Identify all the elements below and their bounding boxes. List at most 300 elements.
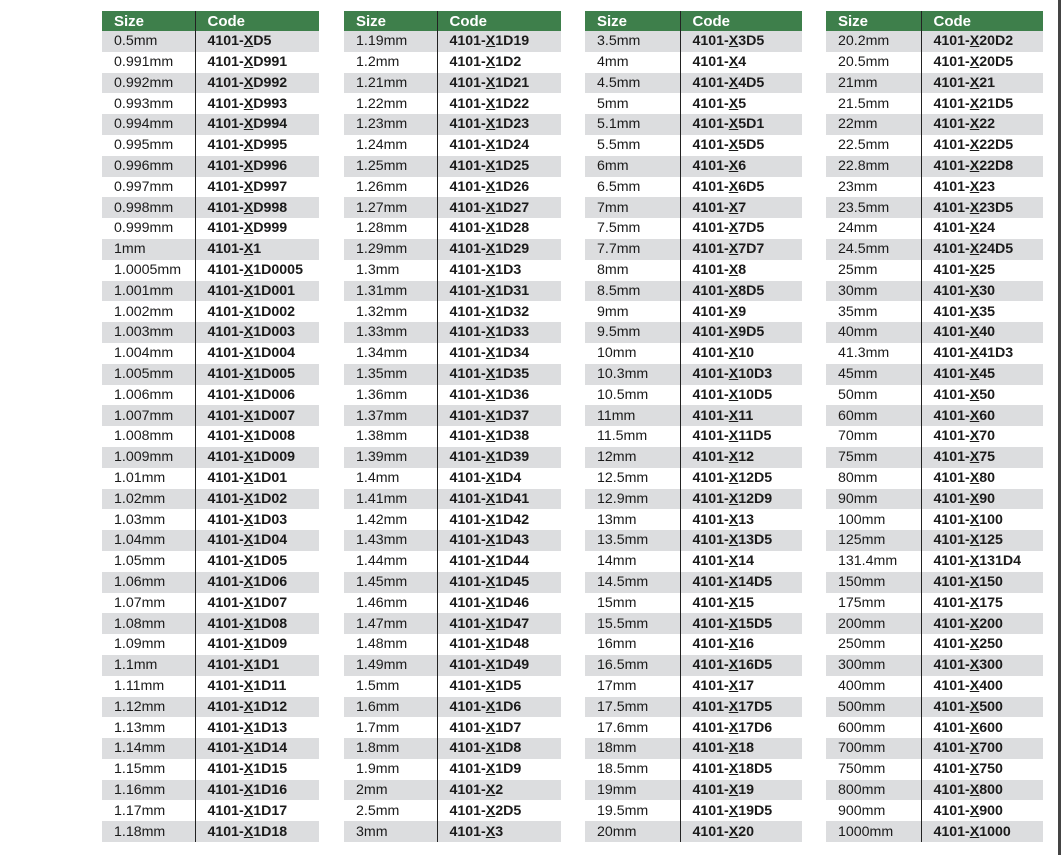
code-prefix: 4101-: [692, 137, 729, 154]
code-x: X: [728, 54, 739, 71]
code-x: X: [728, 407, 739, 424]
size-cell: 0.995mm: [102, 135, 195, 156]
code-cell: [680, 114, 802, 135]
code-suffix: 900: [979, 802, 1003, 819]
code-cell: [195, 489, 319, 510]
table-row: [826, 385, 1043, 406]
code-x: X: [243, 158, 254, 175]
size-cell: 900mm: [826, 800, 921, 821]
code-cell: [680, 780, 802, 801]
table-row: [826, 800, 1043, 821]
table-row: [826, 717, 1043, 738]
code-prefix: 4101-: [933, 303, 970, 320]
code-cell: [195, 281, 319, 302]
code-suffix: 1D2: [495, 54, 522, 71]
code-suffix: 1D33: [495, 324, 530, 341]
code-x: X: [728, 303, 739, 320]
code-prefix: 4101-: [449, 594, 486, 611]
table-row: [102, 156, 319, 177]
size-cell: 20.2mm: [826, 31, 921, 52]
code-cell: [195, 676, 319, 697]
code-cell: [680, 218, 802, 239]
code-suffix: 250: [979, 636, 1003, 653]
code-x: X: [728, 574, 739, 591]
code-cell: [921, 821, 1043, 842]
table-row: [102, 655, 319, 676]
code-suffix: 1D26: [495, 178, 530, 195]
code-cell: [437, 447, 561, 468]
code-cell: [680, 509, 802, 530]
code-prefix: 4101-: [207, 490, 244, 507]
code-x: X: [728, 490, 739, 507]
code-x: X: [485, 532, 496, 549]
size-cell: 175mm: [826, 593, 921, 614]
table-row: [102, 364, 319, 385]
code-cell: [680, 343, 802, 364]
code-prefix: 4101-: [207, 740, 244, 757]
code-x: X: [728, 470, 739, 487]
code-cell: [437, 509, 561, 530]
table-row: [826, 301, 1043, 322]
code-cell: [195, 322, 319, 343]
code-x: X: [243, 262, 254, 279]
size-cell: 40mm: [826, 322, 921, 343]
table-row: [585, 697, 802, 718]
code-prefix: 4101-: [207, 532, 244, 549]
table-row: [102, 301, 319, 322]
code-cell: [437, 385, 561, 406]
table-row: [585, 738, 802, 759]
code-suffix: 1D04: [253, 532, 288, 549]
code-x: X: [969, 719, 980, 736]
code-prefix: 4101-: [933, 366, 970, 383]
code-cell: [437, 759, 561, 780]
code-suffix: 1D7: [495, 719, 522, 736]
code-suffix: 17D6: [738, 719, 773, 736]
code-prefix: 4101-: [449, 553, 486, 570]
code-x: X: [243, 282, 254, 299]
size-cell: 19mm: [585, 780, 680, 801]
code-cell: [921, 343, 1043, 364]
code-x: X: [969, 74, 980, 91]
code-suffix: 1D007: [253, 407, 296, 424]
code-x: X: [485, 490, 496, 507]
code-prefix: 4101-: [692, 303, 729, 320]
table-row: [585, 364, 802, 385]
table-row: [344, 135, 561, 156]
size-cell: 1.004mm: [102, 343, 195, 364]
code-cell: [195, 93, 319, 114]
code-cell: [195, 114, 319, 135]
code-suffix: 6D5: [738, 178, 765, 195]
code-x: X: [243, 553, 254, 570]
code-prefix: 4101-: [449, 366, 486, 383]
code-cell: [680, 800, 802, 821]
code-suffix: 12D9: [738, 490, 773, 507]
code-x: X: [969, 158, 980, 175]
code-cell: [437, 281, 561, 302]
size-cell: 0.991mm: [102, 52, 195, 73]
code-suffix: 40: [979, 324, 996, 341]
code-x: X: [969, 116, 980, 133]
code-cell: [195, 447, 319, 468]
code-suffix: D991: [253, 54, 288, 71]
code-x: X: [969, 303, 980, 320]
table-row: [344, 759, 561, 780]
code-cell: [437, 322, 561, 343]
code-cell: [680, 717, 802, 738]
size-cell: 1.25mm: [344, 156, 437, 177]
code-x: X: [969, 657, 980, 674]
code-suffix: 35: [979, 303, 996, 320]
code-x: X: [969, 137, 980, 154]
size-cell: 1.7mm: [344, 717, 437, 738]
code-suffix: 500: [979, 698, 1003, 715]
table-row: [826, 655, 1043, 676]
size-cell: 1.13mm: [102, 717, 195, 738]
size-cell: 1.48mm: [344, 634, 437, 655]
table-row: [585, 135, 802, 156]
code-cell: [195, 551, 319, 572]
code-x: X: [243, 615, 254, 632]
code-cell: [680, 260, 802, 281]
size-cell: 1.29mm: [344, 239, 437, 260]
table-row: [826, 114, 1043, 135]
table-row: [585, 489, 802, 510]
code-cell: [680, 593, 802, 614]
code-suffix: 1D49: [495, 657, 530, 674]
code-x: X: [243, 470, 254, 487]
size-cell: 131.4mm: [826, 551, 921, 572]
code-suffix: 1D05: [253, 553, 288, 570]
code-x: X: [728, 262, 739, 279]
code-cell: [680, 31, 802, 52]
code-suffix: 750: [979, 761, 1003, 778]
code-suffix: 1D09: [253, 636, 288, 653]
table-row: [585, 93, 802, 114]
size-cell: 9.5mm: [585, 322, 680, 343]
header-row: [344, 11, 561, 31]
code-prefix: 4101-: [449, 740, 486, 757]
code-cell: [921, 676, 1043, 697]
code-cell: [680, 821, 802, 842]
code-prefix: 4101-: [207, 698, 244, 715]
code-prefix: 4101-: [449, 574, 486, 591]
code-cell: [921, 447, 1043, 468]
code-suffix: 7D7: [738, 241, 765, 258]
code-cell: [680, 322, 802, 343]
size-cell: 1.007mm: [102, 405, 195, 426]
code-suffix: 8D5: [738, 282, 765, 299]
code-suffix: D999: [253, 220, 288, 237]
code-prefix: 4101-: [933, 636, 970, 653]
code-prefix: 4101-: [449, 407, 486, 424]
code-prefix: 4101-: [449, 137, 486, 154]
code-x: X: [969, 594, 980, 611]
code-x: X: [969, 345, 980, 362]
code-x: X: [243, 116, 254, 133]
size-cell: 16mm: [585, 634, 680, 655]
code-suffix: 15: [738, 594, 755, 611]
code-cell: [437, 426, 561, 447]
code-prefix: 4101-: [692, 574, 729, 591]
size-cell: 1.0005mm: [102, 260, 195, 281]
code-suffix: 175: [979, 594, 1003, 611]
code-cell: [437, 676, 561, 697]
code-prefix: 4101-: [449, 532, 486, 549]
code-x: X: [243, 449, 254, 466]
code-x: X: [485, 74, 496, 91]
table-row: [585, 780, 802, 801]
code-suffix: 24: [979, 220, 996, 237]
table-row: [102, 114, 319, 135]
table-row: [344, 634, 561, 655]
code-prefix: 4101-: [692, 345, 729, 362]
code-cell: [921, 759, 1043, 780]
code-x: X: [969, 740, 980, 757]
table-row: [585, 551, 802, 572]
code-suffix: 6: [738, 158, 747, 175]
table-row: [826, 52, 1043, 73]
code-header: Code: [195, 11, 319, 31]
code-prefix: 4101-: [207, 574, 244, 591]
table-row: [826, 239, 1043, 260]
code-cell: [437, 697, 561, 718]
code-prefix: 4101-: [692, 698, 729, 715]
code-x: X: [485, 241, 496, 258]
code-suffix: 1D23: [495, 116, 530, 133]
code-suffix: 1D32: [495, 303, 530, 320]
size-cell: 1.35mm: [344, 364, 437, 385]
code-x: X: [969, 574, 980, 591]
code-prefix: 4101-: [449, 282, 486, 299]
code-suffix: 17D5: [738, 698, 773, 715]
code-prefix: 4101-: [933, 511, 970, 528]
code-suffix: 1D22: [495, 95, 530, 112]
code-prefix: 4101-: [692, 324, 729, 341]
code-suffix: D995: [253, 137, 288, 154]
size-cell: 1.008mm: [102, 426, 195, 447]
size-cell: 1.07mm: [102, 593, 195, 614]
size-cell: 400mm: [826, 676, 921, 697]
code-x: X: [728, 199, 739, 216]
code-cell: [195, 593, 319, 614]
code-prefix: 4101-: [933, 199, 970, 216]
code-cell: [195, 197, 319, 218]
code-cell: [437, 613, 561, 634]
code-cell: [680, 156, 802, 177]
code-x: X: [969, 199, 980, 216]
code-x: X: [243, 345, 254, 362]
table-row: [826, 509, 1043, 530]
table-row: [344, 73, 561, 94]
code-cell: [921, 780, 1043, 801]
code-suffix: 1D3: [495, 262, 522, 279]
table-row: [585, 322, 802, 343]
code-x: X: [485, 178, 496, 195]
code-x: X: [969, 366, 980, 383]
code-header: Code: [437, 11, 561, 31]
code-suffix: 4D5: [738, 74, 765, 91]
code-prefix: 4101-: [692, 719, 729, 736]
code-prefix: 4101-: [449, 761, 486, 778]
size-cell: 1.28mm: [344, 218, 437, 239]
table-row: [585, 821, 802, 842]
size-cell: 15.5mm: [585, 613, 680, 634]
code-x: X: [485, 449, 496, 466]
code-prefix: 4101-: [692, 490, 729, 507]
code-cell: [437, 73, 561, 94]
code-prefix: 4101-: [449, 95, 486, 112]
code-x: X: [243, 33, 254, 50]
code-cell: [680, 738, 802, 759]
code-cell: [680, 364, 802, 385]
code-cell: [680, 385, 802, 406]
code-x: X: [243, 574, 254, 591]
code-prefix: 4101-: [692, 802, 729, 819]
size-cell: 200mm: [826, 613, 921, 634]
code-prefix: 4101-: [933, 574, 970, 591]
code-prefix: 4101-: [692, 386, 729, 403]
code-cell: [437, 260, 561, 281]
table-row: [344, 31, 561, 52]
code-cell: [195, 821, 319, 842]
code-suffix: D994: [253, 116, 288, 133]
size-cell: 1.32mm: [344, 301, 437, 322]
code-suffix: 700: [979, 740, 1003, 757]
code-x: X: [969, 449, 980, 466]
table-row: [826, 405, 1043, 426]
code-cell: [195, 260, 319, 281]
size-cell: 1.15mm: [102, 759, 195, 780]
size-cell: 1.38mm: [344, 426, 437, 447]
code-suffix: 1D005: [253, 366, 296, 383]
size-cell: 23mm: [826, 177, 921, 198]
code-suffix: 10: [738, 345, 755, 362]
code-prefix: 4101-: [449, 636, 486, 653]
code-x: X: [243, 386, 254, 403]
size-code-table-2: [344, 11, 561, 842]
table-row: [102, 281, 319, 302]
table-row: [826, 197, 1043, 218]
table-row: [585, 114, 802, 135]
code-prefix: 4101-: [449, 678, 486, 694]
code-cell: [921, 800, 1043, 821]
table-row: [344, 322, 561, 343]
code-x: X: [969, 324, 980, 341]
header-row: [585, 11, 802, 31]
size-cell: 5.5mm: [585, 135, 680, 156]
code-suffix: 1D42: [495, 511, 530, 528]
size-header: Size: [102, 11, 195, 31]
code-cell: [921, 551, 1043, 572]
code-x: X: [243, 511, 254, 528]
code-suffix: 1D29: [495, 241, 530, 258]
size-cell: 8.5mm: [585, 281, 680, 302]
table-row: [344, 738, 561, 759]
size-cell: 1.002mm: [102, 301, 195, 322]
table-row: [585, 613, 802, 634]
code-cell: [921, 177, 1043, 198]
code-suffix: 1000: [979, 823, 1011, 840]
size-cell: 11mm: [585, 405, 680, 426]
code-prefix: 4101-: [933, 137, 970, 154]
code-suffix: D998: [253, 199, 288, 216]
table-row: [826, 31, 1043, 52]
code-prefix: 4101-: [933, 428, 970, 445]
code-x: X: [243, 54, 254, 71]
size-cell: 700mm: [826, 738, 921, 759]
code-prefix: 4101-: [449, 449, 486, 466]
code-prefix: 4101-: [207, 407, 244, 424]
size-cell: 50mm: [826, 385, 921, 406]
code-x: X: [243, 178, 254, 195]
code-x: X: [485, 137, 496, 154]
code-x: X: [728, 428, 739, 445]
code-suffix: 1D17: [253, 802, 288, 819]
code-cell: [921, 613, 1043, 634]
code-prefix: 4101-: [449, 303, 486, 320]
code-prefix: 4101-: [207, 594, 244, 611]
table-row: [102, 405, 319, 426]
size-cell: 1.05mm: [102, 551, 195, 572]
code-suffix: 1D15: [253, 761, 288, 778]
code-x: X: [969, 33, 980, 50]
table-row: [826, 364, 1043, 385]
size-cell: 4mm: [585, 52, 680, 73]
header-row: [102, 11, 319, 31]
code-cell: [437, 114, 561, 135]
code-x: X: [485, 511, 496, 528]
code-suffix: 1D39: [495, 449, 530, 466]
code-prefix: 4101-: [933, 282, 970, 299]
code-prefix: 4101-: [692, 470, 729, 487]
code-suffix: 1D4: [495, 470, 522, 487]
code-x: X: [485, 54, 496, 71]
code-prefix: 4101-: [207, 282, 244, 299]
size-code-table-1: [102, 11, 319, 842]
table-row: [826, 177, 1043, 198]
table-row: [102, 322, 319, 343]
code-suffix: 1D43: [495, 532, 530, 549]
code-prefix: 4101-: [207, 95, 244, 112]
table-row: [585, 197, 802, 218]
code-suffix: 7: [738, 199, 747, 216]
code-suffix: 1D07: [253, 594, 288, 611]
code-prefix: 4101-: [449, 470, 486, 487]
code-prefix: 4101-: [933, 33, 970, 50]
code-prefix: 4101-: [933, 74, 970, 91]
size-cell: 1.19mm: [344, 31, 437, 52]
table-row: [585, 634, 802, 655]
code-cell: [437, 405, 561, 426]
code-cell: [437, 31, 561, 52]
code-prefix: 4101-: [207, 678, 244, 694]
code-x: X: [485, 324, 496, 341]
code-x: X: [969, 241, 980, 258]
code-x: X: [969, 282, 980, 299]
code-cell: [680, 759, 802, 780]
code-cell: [437, 364, 561, 385]
table-row: [826, 135, 1043, 156]
code-cell: [921, 31, 1043, 52]
table-row: [344, 717, 561, 738]
code-cell: [195, 301, 319, 322]
table-row: [585, 530, 802, 551]
size-cell: 1.41mm: [344, 489, 437, 510]
code-prefix: 4101-: [207, 74, 244, 91]
size-cell: 6mm: [585, 156, 680, 177]
